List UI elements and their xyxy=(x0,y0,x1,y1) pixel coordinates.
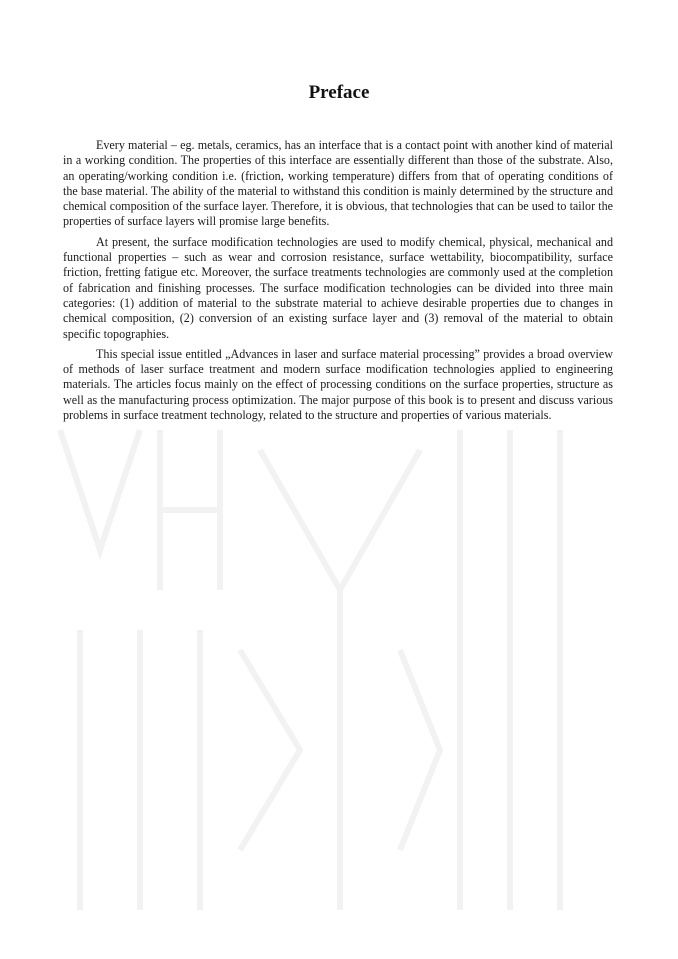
paragraph-3: This special issue entitled „Advances in laser and surface material processing” provides a broad overview of methods of laser surface treatment and modern surface modification technologies applied to engineering materials. The articles focus mainly on the effect of processing conditions on the surface properties, structure as well as the manufacturing process optimization. The major purpose of this book is to present and discuss various problems in surface treatment technology, related to the structure and properties of various materials. xyxy=(63,346,613,423)
body-text xyxy=(63,138,613,428)
page-title: Preface xyxy=(308,82,370,103)
paragraph-1: Every material – eg. metals, ceramics, has an interface that is a contact point with another kind of material in a working condition. The properties of this interface are essentially different than those of the substrate. Also, an operating/working condition i.e. (friction, working temperature) differs from that of operating conditions of the base material. The ability of the material to withstand this condition is mainly determined by the structure and chemical composition of the surface layer. Therefore, it is obvious, that technologies that can be used to tailor the properties of surface layers will promise large benefits. xyxy=(63,138,613,229)
background-watermark xyxy=(40,390,640,950)
paragraph-2: At present, the surface modification technologies are used to modify chemical, physical, mechanical and functional properties – such as wear and corrosion resistance, surface wettability, biocompatibility, surface friction, fretting fatigue etc. Moreover, the surface treatments technologies are commonly used at the completion of fabrication and finishing processes. The surface modification technologies can be divided into three main categories: (1) addition of material to the substrate material to achieve desirable properties due to changes in chemical composition, (2) conversion of an existing surface layer and (3) removal of the material to obtain specific topographies. xyxy=(63,234,613,341)
